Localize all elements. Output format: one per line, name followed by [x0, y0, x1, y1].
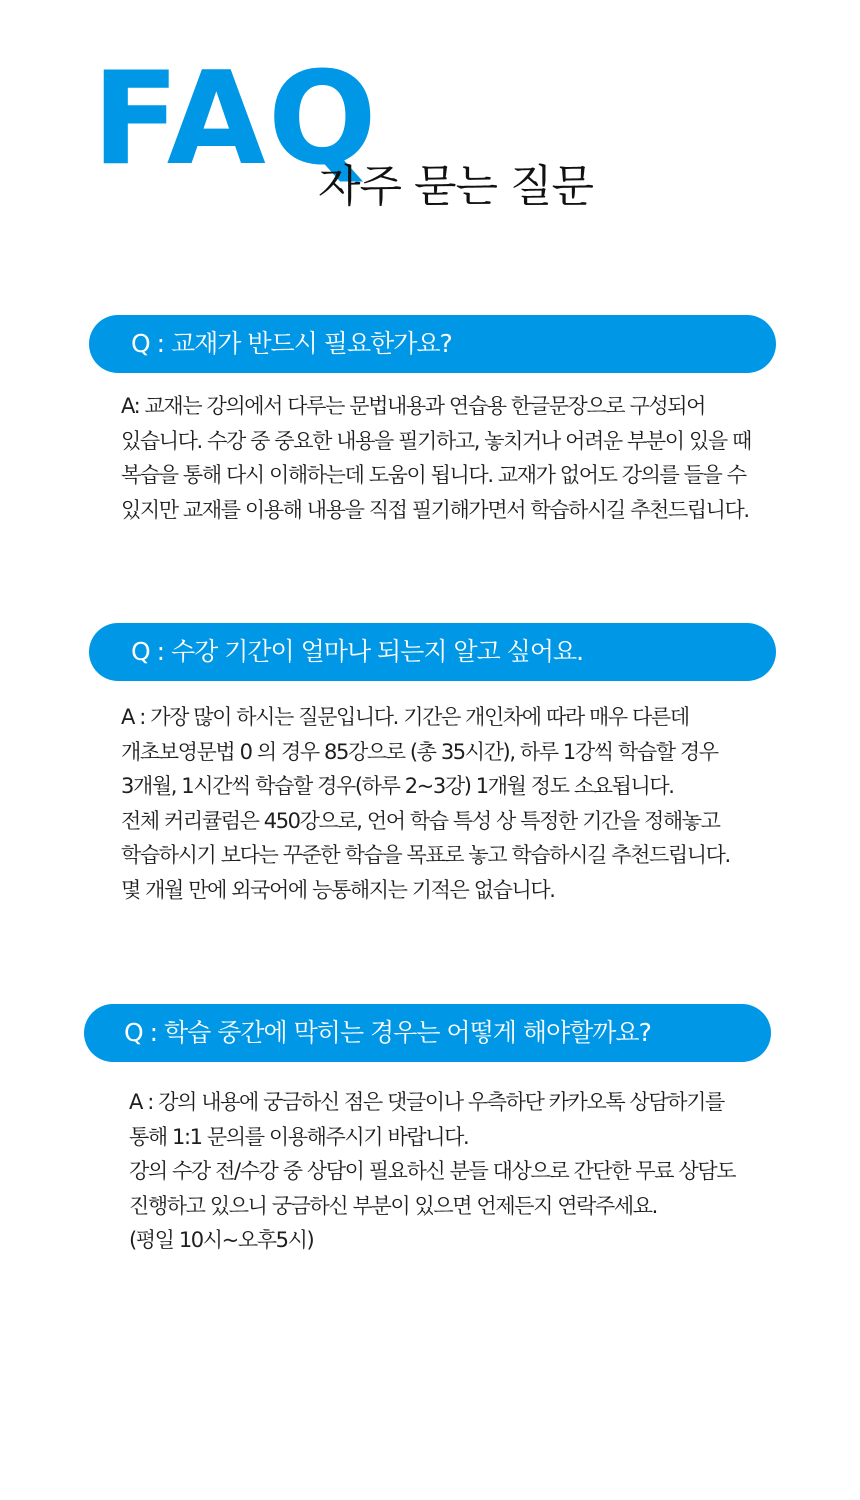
answer-line: 있습니다. 수강 중 중요한 내용을 필기하고, 놓치거나 어려운 부분이 있을 때	[121, 428, 751, 453]
answer-line: 학습하시기 보다는 꾸준한 학습을 목표로 놓고 학습하시길 추천드립니다.	[121, 843, 730, 867]
answer-line: 전체 커리큘럼은 450강으로, 언어 학습 특성 상 특정한 기간을 정해놓고	[121, 808, 720, 833]
answer-line: A : 강의 내용에 궁금하신 점은 댓글이나 우측하단 카카오톡 상담하기를	[129, 1090, 724, 1114]
answer-line: 복습을 통해 다시 이해하는데 도움이 됩니다. 교재가 없어도 강의를 들을 수	[121, 463, 746, 487]
answer-line: 진행하고 있으니 궁금하신 부분이 있으면 언제든지 연락주세요.	[129, 1193, 657, 1218]
question-pill: Q : 교재가 반드시 필요한가요?	[89, 315, 776, 373]
answer-text	[121, 389, 751, 527]
question-pill: Q : 수강 기간이 얼마나 되는지 알고 싶어요.	[89, 623, 776, 681]
answer-line: 3개월, 1시간씩 학습할 경우(하루 2~3강) 1개월 정도 소요됩니다.	[121, 774, 674, 798]
answer-line: 통해 1:1 문의를 이용해주시기 바랍니다.	[129, 1124, 469, 1149]
answer-line: 강의 수강 전/수강 중 상담이 필요하신 분들 대상으로 간단한 무료 상담도	[129, 1159, 736, 1183]
answer-text	[121, 700, 730, 907]
answer-line: A: 교재는 강의에서 다루는 문법내용과 연습용 한글문장으로 구성되어	[121, 394, 706, 418]
answer-line: 몇 개월 만에 외국어에 능통해지는 기적은 없습니다.	[121, 877, 555, 902]
faq-logo: FAQ	[92, 45, 379, 194]
answer-line: 있지만 교재를 이용해 내용을 직접 필기해가면서 학습하시길 추천드립니다.	[121, 497, 749, 522]
answer-line: (평일 10시~오후5시)	[129, 1228, 314, 1252]
question-pill: Q : 학습 중간에 막히는 경우는 어떻게 해야할까요?	[84, 1004, 771, 1062]
answer-line: A : 가장 많이 하시는 질문입니다. 기간은 개인차에 따라 매우 다른데	[121, 705, 689, 729]
answer-text	[129, 1085, 735, 1258]
answer-line: 개초보영문법 0 의 경우 85강으로 (총 35시간), 하루 1강씩 학습할 경우	[121, 739, 718, 764]
faq-subtitle: 자주 묻는 질문	[318, 161, 593, 212]
